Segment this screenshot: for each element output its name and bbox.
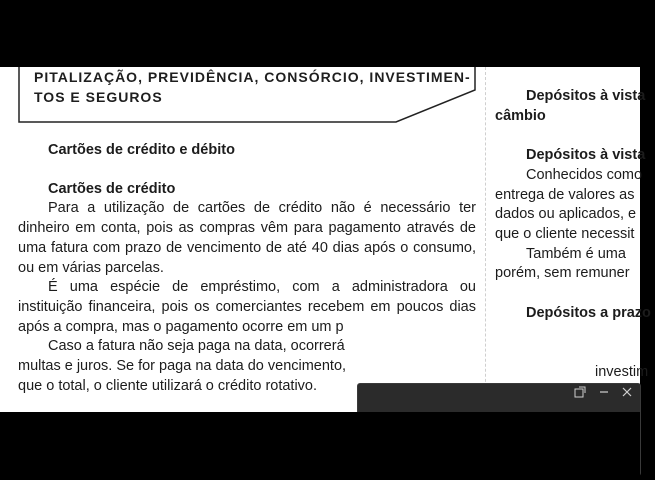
recorder-titlebar[interactable] <box>358 384 640 404</box>
right-line: dados ou aplicados, e <box>495 206 637 223</box>
close-icon[interactable] <box>619 386 635 402</box>
right-heading-cont: câmbio <box>495 107 546 124</box>
document-page <box>0 67 651 412</box>
section-title: Cartões de crédito e débito <box>48 142 235 158</box>
paragraph: É uma espécie de empréstimo, com a administradora ou instituição financeira, pois os comerciantes recebem em poucos dias após a compra, mas o pagamento ocorre em um p <box>18 279 476 335</box>
right-line: Conhecidos como <box>526 166 643 183</box>
chapter-header <box>18 67 476 123</box>
right-line: Também é uma <box>526 245 626 262</box>
right-column <box>495 87 655 383</box>
right-line: porém, sem remuner <box>495 265 630 282</box>
right-subheading: Depósitos à vista <box>526 147 646 164</box>
left-column <box>18 141 476 396</box>
paragraph: Para a utilização de cartões de crédito não é necessário ter dinheiro em conta, pois as compras vêm para pagamento através de uma fatura com prazo de vencimento de até 40 dias após o consumo, ou em várias parcelas. <box>18 200 476 276</box>
paragraph-line: multas e juros. Se for paga na data do vencimento, <box>18 358 347 375</box>
paragraph: Caso a fatura não seja paga na data, ocorrerá <box>48 338 345 355</box>
subsection-title: Cartões de crédito <box>48 180 176 197</box>
right-heading: Depósitos à vista <box>526 88 646 104</box>
minimize-icon[interactable] <box>596 386 612 402</box>
popout-icon[interactable] <box>572 386 588 402</box>
chapter-title: PITALIZAÇÃO, PREVIDÊNCIA, CONSÓRCIO, INVESTIMEN-TOS E SEGUROS <box>34 69 471 105</box>
paragraph-line: que o total, o cliente utilizará o crédito rotativo. <box>18 377 318 394</box>
right-line: entrega de valores as <box>495 186 635 203</box>
column-divider <box>485 67 486 412</box>
right-line: investim <box>595 363 649 380</box>
right-subheading: Depósitos a prazo <box>526 304 651 321</box>
letterbox-bottom <box>0 412 640 480</box>
right-line: que o cliente necessit <box>495 225 635 242</box>
letterbox-top <box>0 0 640 67</box>
